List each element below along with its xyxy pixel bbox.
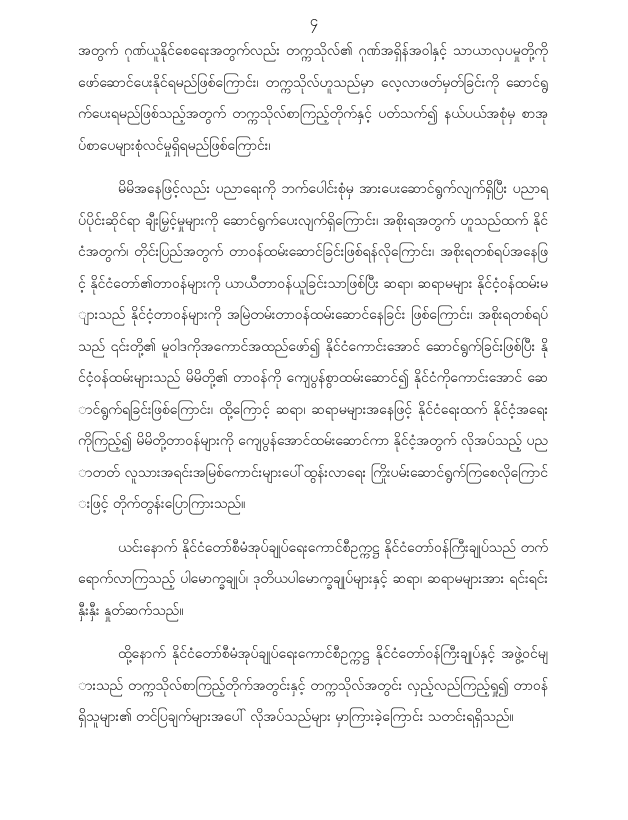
paragraph: ယင်းနောက် နိုင်ငံတော်စီမံအုပ်ချုပ်ရေးကောင်စီဥက္ကဋ္ဌ နိုင်ငံတော်ဝန်ကြီးချုပ်သည် တက်ရောက်လာကြသည့် ပါမောက္ခချုပ်၊ ဒုတိယပါမောက္ခချုပ်များနှင့် ဆရာ၊ ဆရာမများအား ရင်းရင်းနှီးနှီး နှုတ်ဆက်သည်။ xyxy=(78,539,548,619)
page-number: ၄ xyxy=(309,12,319,30)
paragraph: အတွက် ဂုဏ်ယူနိုင်စေရေးအတွက်လည်း တက္ကသိုလ်၏ ဂုဏ်အရှိန်အဝါနှင့် သာယာလှပမှုတို့ကို ဖော်ဆောင်ပေးနိုင်ရမည်ဖြစ်ကြောင်း၊ တက္ကသိုလ်ဟူသည်မှာ လေ့လာဖတ်မှတ်ခြင်းကို ဆောင်ရွက်ပေးရမည်ဖြစ်သည့်အတွက် တက္ကသိုလ်စာကြည့်တိုက်နှင့် ပတ်သက်၍ နယ်ပယ်အစုံမှ စာအုပ်စာပေများစုံလင်မှုရှိရမည်ဖြစ်ကြောင်း၊ xyxy=(78,43,548,154)
paragraph: မိမိအနေဖြင့်လည်း ပညာရေးကို ဘက်ပေါင်းစုံမှ အားပေးဆောင်ရွက်လျက်ရှိပြီး ပညာရပ်ပိုင်းဆိုင်ရာ ချီးမြှင့်မှုများကို ဆောင်ရွက်ပေးလျက်ရှိကြောင်း၊ အစိုးရအတွက် ဟူသည်ထက် နိုင်ငံအတွက်၊ တိုင်းပြည်အတွက် တာဝန်ထမ်းဆောင်ခြင်းဖြစ်ရန်လိုကြောင်း၊ အစိုးရတစ်ရပ်အနေဖြင့် နိုင်ငံတော်၏တာဝန်များကို ယာယီတာဝန်ယူခြင်းသာဖြစ်ပြီး ဆရာ၊ ဆရာမများ နိုင်ငံ့ဝန်ထမ်းများသည် နိုင်ငံ့တာဝန်များကို အမြဲတမ်းတာဝန်ထမ်းဆောင်နေခြင်း ဖြစ်ကြောင်း၊ အစိုးရတစ်ရပ်သည် ၎င်းတို့၏ မူဝါဒကိုအကောင်အထည်ဖော်၍ နိုင်ငံကောင်းအောင် ဆောင်ရွက်ခြင်းဖြစ်ပြီး နိုင်ငံ့ဝန်ထမ်းများသည် မိမိတို့၏ တာဝန်ကို ကျေပွန်စွာထမ်းဆောင်၍ နိုင်ငံကိုကောင်းအောင် ဆောင်ရွက်ရခြင်းဖြစ်ကြောင်း၊ ထို့ကြောင့် ဆရာ၊ ဆရာမများအနေဖြင့် နိုင်ငံရေးထက် နိုင်ငံ့အရေးကိုကြည့်၍ မိမိတို့တာဝန်များကို ကျေပွန်အောင်ထမ်းဆောင်ကာ နိုင်ငံ့အတွက် လိုအပ်သည့် ပညာတတ် လူသားအရင်းအမြစ်ကောင်းများပေါ်ထွန်းလာရေး ကြိုးပမ်းဆောင်ရွက်ကြစေလိုကြောင်းဖြင့် တိုက်တွန်းပြောကြားသည်။ xyxy=(78,181,548,512)
paragraph: ထို့နောက် နိုင်ငံတော်စီမံအုပ်ချုပ်ရေးကောင်စီဥက္ကဋ္ဌ နိုင်ငံတော်ဝန်ကြီးချုပ်နှင့် အဖွဲ့ဝင်များသည် တက္ကသိုလ်စာကြည့်တိုက်အတွင်းနှင့် တက္ကသိုလ်အတွင်း လှည့်လည်ကြည့်ရှု၍ တာဝန်ရှိသူများ၏ တင်ပြချက်များအပေါ် လိုအပ်သည်များ မှာကြားခဲ့ကြောင်း သတင်းရရှိသည်။ xyxy=(78,646,548,725)
article-body xyxy=(78,36,548,746)
